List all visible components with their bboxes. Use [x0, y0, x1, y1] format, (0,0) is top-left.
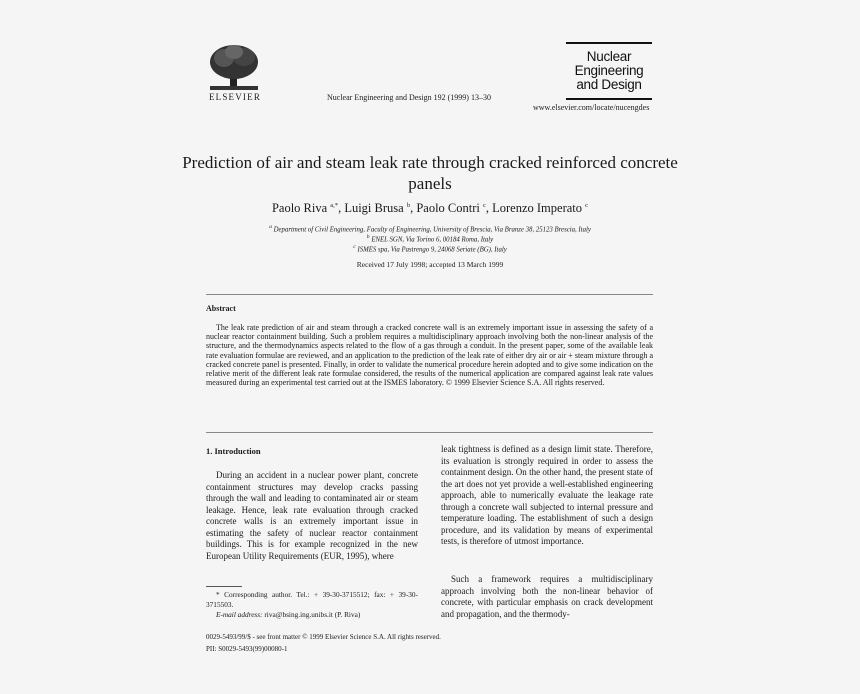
email-label: E-mail address:: [216, 610, 263, 619]
section-heading: 1. Introduction: [206, 446, 261, 456]
journal-logo-line: Engineering: [574, 63, 644, 78]
journal-logo-line: and Design: [576, 77, 642, 92]
journal-citation: Nuclear Engineering and Design 192 (1999) 13–30: [327, 93, 491, 102]
paper-title: Prediction of air and steam leak rate through cracked reinforced concrete panels: [182, 153, 678, 193]
affiliation: $^c$ ISMES spa, Via Pastrengo 9, 24068 Seriate (BG), Italy: [353, 244, 507, 254]
corresponding-author-note: * Corresponding author. Tel.: + 39-30-3715512; fax: + 39-30-3715503.: [206, 590, 418, 609]
received-dates: Received 17 July 1998; accepted 13 March 1999: [356, 260, 504, 269]
author-list: Paolo Riva $^{a,*}$, Luigi Brusa $^b$, Paolo Contri $^c$, Lorenzo Imperato $^c$: [271, 201, 589, 215]
email-address: riva@bsing.ing.unibs.it (P. Riva): [264, 610, 361, 619]
affiliation: $^a$ Department of Civil Engineering, Faculty of Engineering, University of Brescia, Via Branze 38, 25123 Brescia, Italy: [269, 224, 591, 234]
tree-icon: [206, 42, 262, 92]
affiliation: $^b$ ENEL SGN, Via Torino 6, 00184 Roma, Italy: [366, 234, 494, 244]
publisher-name: ELSEVIER: [208, 92, 262, 102]
author-affiliation-mark: c: [482, 201, 486, 209]
author-name: Lorenzo Imperato: [492, 201, 583, 215]
author-name: Paolo Riva: [271, 201, 328, 215]
journal-url: www.elsevier.com/locate/nucengdes: [533, 103, 650, 112]
right-column-paragraph: leak tightness is defined as a design limit state. Therefore, its evaluation is strongly required in order to assess the containment design. On the other hand, the present state of the art does not yet provide a well-established engineering approach, able to numerically evaluate the leakage rate through a concrete wall subjected to internal pressure and temperature loading. The establishment of such a design procedure, and its validation by means of experimental tests, is therefore of utmost importance.: [441, 444, 653, 546]
author-affiliation-mark: b: [406, 201, 411, 209]
divider: [206, 294, 653, 295]
divider: [206, 432, 653, 433]
journal-logo-line: Nuclear: [586, 49, 632, 64]
issn-line: 0029-5493/99/$ - see front matter © 1999 Elsevier Science S.A. All rights reserved.: [206, 633, 441, 641]
author-affiliation-mark: c: [585, 201, 589, 209]
abstract-text: The leak rate prediction of air and steam through a cracked concrete wall is an extremely important issue in assessing the safety of a nuclear reactor containment building. Such a problem requires a multidisciplinary approach involving both the non-linear analysis of the structure, and the thermodynamics aspects related to the flow of a gas through a conduit. In the present paper, some of the available leak rate evaluation formulae are reviewed, and an application to the prediction of the leak rate of either dry air or air + steam mixture through a cracked concrete panel is presented. Finally, in order to validate the numerical procedure herein adopted and to give some indication on the relative merit of the different leak rate formulae considered, the results of the numerical application are compared against leak rate values measured during an experimental test carried out at the ISMES laboratory. © 1999 Elsevier Science S.A. All rights reserved.: [206, 323, 653, 388]
abstract-heading: Abstract: [206, 304, 236, 313]
email-note: [206, 610, 418, 620]
author-name: Luigi Brusa: [344, 201, 404, 215]
footnote-divider: [206, 586, 242, 587]
journal-logo: [566, 42, 652, 100]
pii-line: PII: S0029-5493(99)00080-1: [206, 645, 288, 653]
author-affiliation-mark: a,*: [330, 201, 339, 209]
left-column-text: During an accident in a nuclear power plant, concrete containment structures may develop cracks passing through the wall and leading to contaminated air or steam leakage. Hence, leak rate evaluation through cracked concrete walls is an extremely important issue in estimating the safety of nuclear reactor containment buildings. This is for example recognized in the new European Utility Requirements (EUR, 1995), where: [206, 470, 418, 561]
author-name: Paolo Contri: [416, 201, 480, 215]
right-column-paragraph: Such a framework requires a multidisciplinary approach involving both the non-linear behavior of concrete, with particular emphasis on crack development and propagation, and the thermody-: [441, 574, 653, 619]
